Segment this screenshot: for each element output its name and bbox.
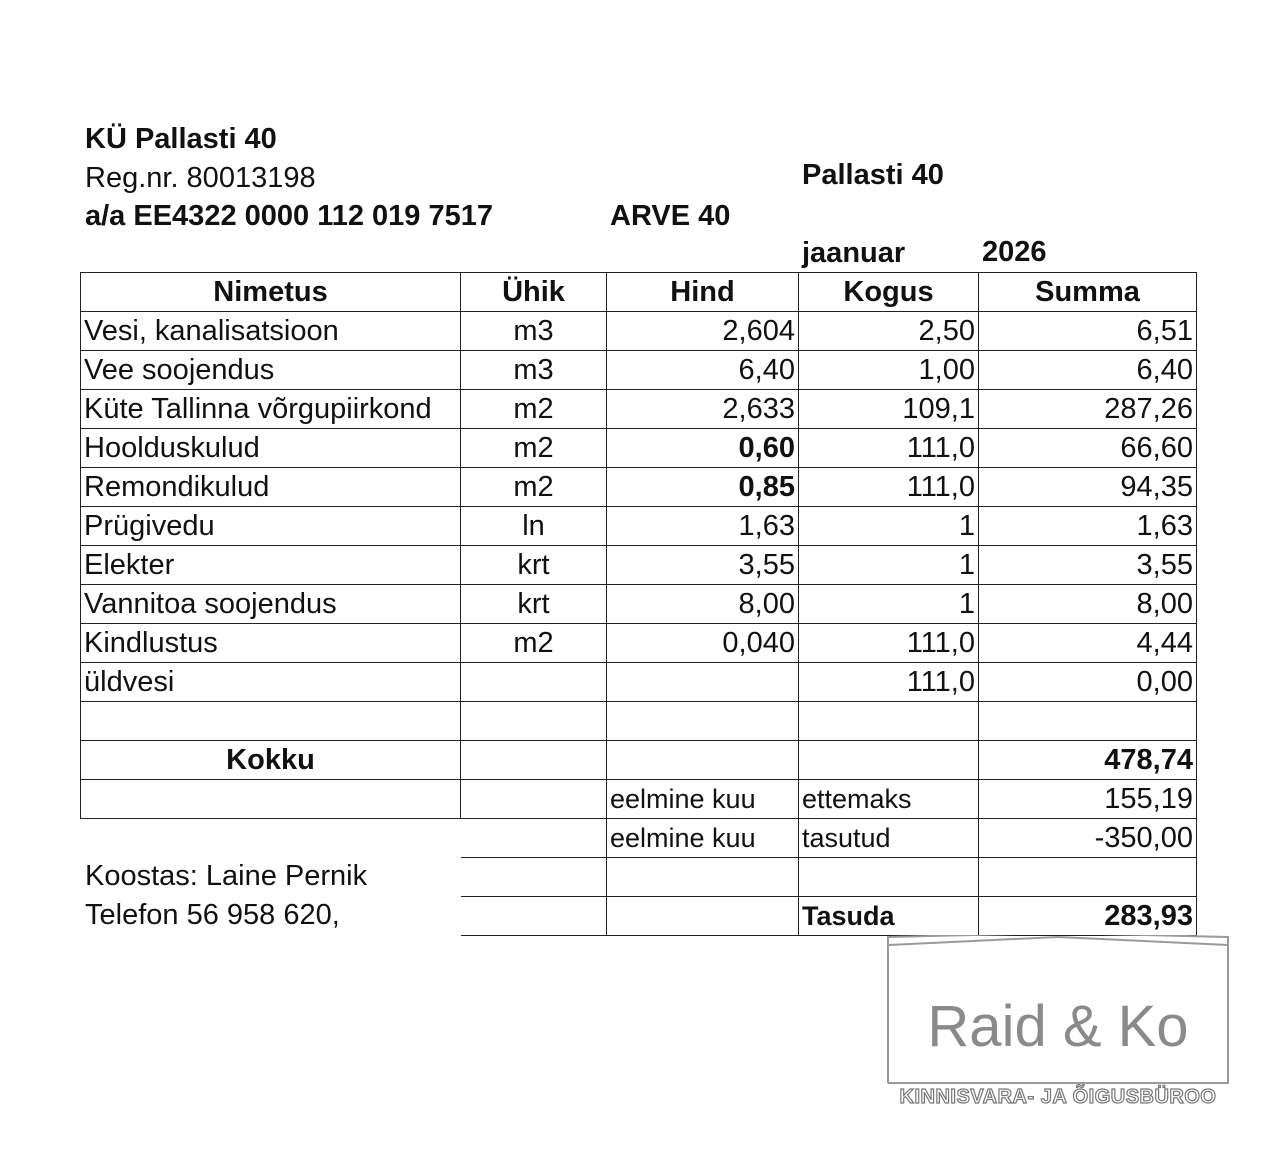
paid-label: tasutud bbox=[799, 819, 979, 858]
bank-account: a/a EE4322 0000 112 019 7517 bbox=[85, 200, 493, 232]
item-price: 3,55 bbox=[607, 546, 799, 585]
empty-row bbox=[81, 702, 1197, 741]
amount-due-value: 283,93 bbox=[979, 897, 1197, 936]
stamp-company-name: Raid & Ko bbox=[927, 994, 1189, 1059]
item-name: Vannitoa soojendus bbox=[81, 585, 461, 624]
registration-number: Reg.nr. 80013198 bbox=[85, 162, 316, 194]
item-price: 6,40 bbox=[607, 351, 799, 390]
item-quantity: 109,1 bbox=[799, 390, 979, 429]
table-row bbox=[81, 624, 1197, 663]
association-name: KÜ Pallasti 40 bbox=[85, 123, 277, 155]
item-unit: ln bbox=[461, 507, 607, 546]
prepayment-label: ettemaks bbox=[799, 780, 979, 819]
address-title: Pallasti 40 bbox=[802, 159, 944, 191]
prepayment-value: 155,19 bbox=[979, 780, 1197, 819]
table-row bbox=[81, 585, 1197, 624]
item-price: 0,60 bbox=[607, 429, 799, 468]
column-header-name: Nimetus bbox=[81, 273, 461, 312]
item-name: Küte Tallinna võrgupiirkond bbox=[81, 390, 461, 429]
table-row bbox=[81, 312, 1197, 351]
table-row bbox=[81, 546, 1197, 585]
item-price: 2,633 bbox=[607, 390, 799, 429]
item-quantity: 1 bbox=[799, 546, 979, 585]
table-row bbox=[81, 429, 1197, 468]
stamp-subtitle: KINNISVARA- JA ÕIGUSBÜROO bbox=[899, 1086, 1217, 1108]
table-header-row bbox=[81, 273, 1197, 312]
paid-period: eelmine kuu bbox=[607, 819, 799, 858]
invoice-month: jaanuar bbox=[802, 237, 906, 269]
table-row bbox=[81, 663, 1197, 702]
item-quantity: 1,00 bbox=[799, 351, 979, 390]
column-header-unit: Ühik bbox=[461, 273, 607, 312]
item-unit: m2 bbox=[461, 390, 607, 429]
item-quantity: 1 bbox=[799, 507, 979, 546]
item-name: Prügivedu bbox=[81, 507, 461, 546]
item-unit: m3 bbox=[461, 312, 607, 351]
item-unit: krt bbox=[461, 585, 607, 624]
prepayment-row bbox=[81, 780, 1197, 819]
table-row bbox=[81, 390, 1197, 429]
total-value: 478,74 bbox=[979, 741, 1197, 780]
company-stamp bbox=[886, 935, 1230, 1085]
phone-number: Telefon 56 958 620, bbox=[85, 899, 340, 931]
item-sum: 94,35 bbox=[979, 468, 1197, 507]
item-price bbox=[607, 663, 799, 702]
item-sum: 6,51 bbox=[979, 312, 1197, 351]
item-quantity: 2,50 bbox=[799, 312, 979, 351]
item-price: 0,040 bbox=[607, 624, 799, 663]
item-name: Kindlustus bbox=[81, 624, 461, 663]
item-sum: 1,63 bbox=[979, 507, 1197, 546]
item-name: Vesi, kanalisatsioon bbox=[81, 312, 461, 351]
table-row bbox=[81, 507, 1197, 546]
item-price: 2,604 bbox=[607, 312, 799, 351]
prepayment-period: eelmine kuu bbox=[607, 780, 799, 819]
item-sum: 3,55 bbox=[979, 546, 1197, 585]
item-price: 8,00 bbox=[607, 585, 799, 624]
item-price: 1,63 bbox=[607, 507, 799, 546]
column-header-quantity: Kogus bbox=[799, 273, 979, 312]
item-quantity: 111,0 bbox=[799, 624, 979, 663]
invoice-table bbox=[80, 272, 1197, 936]
item-name: Elekter bbox=[81, 546, 461, 585]
item-quantity: 111,0 bbox=[799, 429, 979, 468]
item-unit: m2 bbox=[461, 624, 607, 663]
table-row bbox=[81, 468, 1197, 507]
column-header-sum: Summa bbox=[979, 273, 1197, 312]
item-sum: 0,00 bbox=[979, 663, 1197, 702]
column-header-price: Hind bbox=[607, 273, 799, 312]
item-sum: 287,26 bbox=[979, 390, 1197, 429]
item-unit bbox=[461, 663, 607, 702]
item-sum: 4,44 bbox=[979, 624, 1197, 663]
item-sum: 8,00 bbox=[979, 585, 1197, 624]
invoice-year: 2026 bbox=[982, 236, 1047, 268]
paid-value: -350,00 bbox=[979, 819, 1197, 858]
item-sum: 66,60 bbox=[979, 429, 1197, 468]
item-unit: m2 bbox=[461, 429, 607, 468]
item-name: üldvesi bbox=[81, 663, 461, 702]
paid-row bbox=[81, 819, 1197, 858]
item-name: Remondikulud bbox=[81, 468, 461, 507]
item-sum: 6,40 bbox=[979, 351, 1197, 390]
item-unit: m2 bbox=[461, 468, 607, 507]
item-unit: m3 bbox=[461, 351, 607, 390]
compiled-by: Koostas: Laine Pernik bbox=[85, 860, 368, 892]
amount-due-label: Tasuda bbox=[799, 897, 979, 936]
item-quantity: 111,0 bbox=[799, 663, 979, 702]
item-quantity: 1 bbox=[799, 585, 979, 624]
item-quantity: 111,0 bbox=[799, 468, 979, 507]
item-name: Vee soojendus bbox=[81, 351, 461, 390]
total-row bbox=[81, 741, 1197, 780]
table-row bbox=[81, 351, 1197, 390]
item-price: 0,85 bbox=[607, 468, 799, 507]
item-unit: krt bbox=[461, 546, 607, 585]
total-label: Kokku bbox=[81, 741, 461, 780]
item-name: Hoolduskulud bbox=[81, 429, 461, 468]
invoice-number: ARVE 40 bbox=[610, 200, 731, 232]
